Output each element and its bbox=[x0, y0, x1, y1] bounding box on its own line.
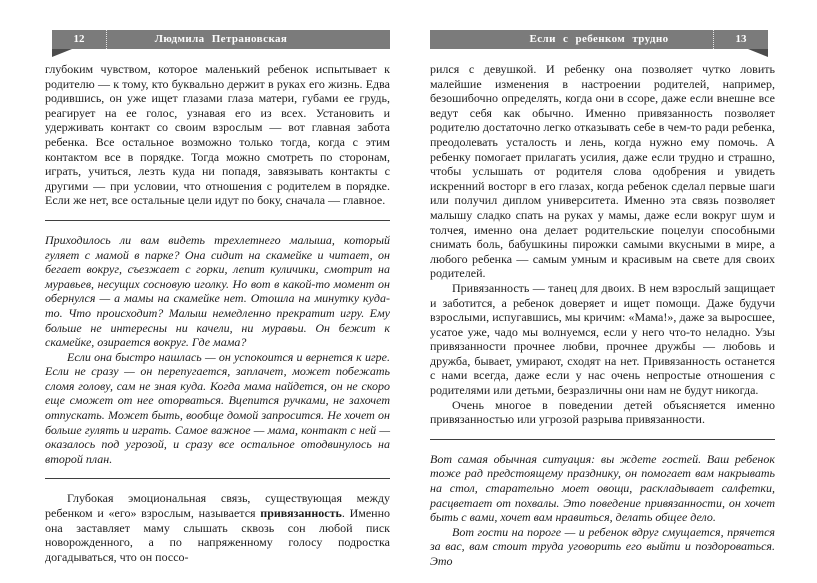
separator-rule bbox=[45, 220, 390, 221]
running-head-bar-left bbox=[52, 30, 390, 49]
separator-rule bbox=[430, 439, 775, 440]
paragraph-text: . Именно она заставляет маму слышать сквозь сон любой писк новорожденного, а по напряженному голосу подростка догадываться, что он поссо- bbox=[45, 506, 390, 564]
paragraph-italic: Вот самая обычная ситуация: вы ждете гостей. Ваш ребенок тоже рад предстоящему празднику, он помогает вам накрывать на стол, старательно моет овощи, раскладывает салфетки, расцветает от похвалы. Это поведение привязанности, он хочет быть с вами, хочет вам нравиться, делать общее дело. bbox=[430, 451, 775, 525]
paragraph: глубоким чувством, которое маленький ребенок испытывает к родителю — к тому, кто буквально держит в руках его жизнь. Едва родившись, он уже ищет глазами глаза матери, губами ее грудь, реагирует на ее голос, узнавая его из всех. Установить и удерживать контакт со своим взрослым — вот главная забота ребенка. Все остальное возможно только тогда, когда с этим контактом все в порядке. Тогда можно смотреть по сторонам, играть, учиться, лезть куда ни попадя, завязывать контакты с другими — при условии, что отношения с родителем в порядке. Если же нет, все остальные цели идут по боку, сначала — главное. bbox=[45, 62, 390, 208]
page-number-right: 13 bbox=[713, 30, 768, 49]
page-left bbox=[45, 30, 390, 564]
page-body-left bbox=[45, 62, 390, 564]
bold-term: привязанность bbox=[260, 506, 342, 521]
page-right bbox=[430, 30, 775, 569]
paragraph: Привязанность — танец для двоих. В нем взрослый защищает и заботится, а ребенок доверяет и ищет помощи. Даже будучи взрослыми, испугавшись, мы кричим: «Мама!», даже за выросшее, усатое уже, чадо мы волнуемся, если у него что-то неладно. Узы привязанности прочнее любви, прочнее дружбы — любовь и дружба, бывает, умирают, сходят на нет. Привязанность останется с нами всегда, даже если у нас очень непростые отношения с родителями или детьми, безразличны они нам не будут никогда. bbox=[430, 280, 775, 398]
separator-rule bbox=[45, 478, 390, 479]
paragraph: Очень многое в поведении детей объясняется именно привязанностью или угрозой разрыва привязанности. bbox=[430, 397, 775, 427]
paragraph-italic: Если она быстро нашлась — он успокоится и вернется к игре. Если не сразу — он перепугается, заплачет, может побежать сломя голову, сам не зная куда. Когда мама найдется, он не скоро еще сможет от нее оторваться. Вцепится ручками, не захочет отпускать. Может быть, вообще домой запросится. Не хочет он больше гулять и играть. Самое важное — мама, контакт с ней — оказалось под угрозой, и сразу все остальное отодвинулось на второй план. bbox=[45, 349, 390, 466]
paragraph-text: Глубокая эмоциональная связь, существующая между ребенком и «его» взрослым, называется bbox=[45, 491, 390, 521]
running-head-title-right: Если с ребенком трудно bbox=[529, 33, 669, 45]
ribbon-fold-left bbox=[52, 49, 72, 57]
ribbon-fold-right bbox=[748, 49, 768, 57]
running-head-bar-right bbox=[430, 30, 768, 49]
paragraph: рился с девушкой. И ребенку она позволяет чутко ловить малейшие изменения в настроении родителей, например, безошибочно определять, когда они в ссоре, даже если внешне все ведут себя как обычно. Именно привязанность позволяет родителю достаточно легко отказывать себе в чем-то ради ребенка, преодолевать усталость и лень, когда нужно ему помочь. А ребенку помогает прилагать усилия, даже если трудно и страшно, чтобы услышать от родителя слова одобрения и увидеть искренний восторг в его глазах, когда ребенок сделал первые шаги или получил диплом университета. Именно эта связь позволяет малышу сладко спать на руках у мамы, даже если вокруг шум и толчея, именно она делает родительские поцелуи способными снимать боль, бабушкины пирожки самыми вкусными в мире, а любого ребенка — самым умным и красивым на свете для своих родителей. bbox=[430, 62, 775, 281]
paragraph-italic: Приходилось ли вам видеть трехлетнего малыша, который гуляет с мамой в парке? Она сидит на скамейке и читает, он бегает вокруг, съезжает с горки, лепит куличики, смотрит на муравьев, несущих сосновую иголку. Но вот в какой-то момент он обернулся — а мамы на скамейке нет. Отошла на минутку куда-то. Что происходит? Малыш немедленно прекратит игру. Ему больше не интересны ни качели, ни муравьи. Он бежит к скамейке, озирается вокруг. Где мама? bbox=[45, 232, 390, 350]
page-body-right bbox=[430, 62, 775, 569]
running-head-title-left: Людмила Петрановская bbox=[154, 33, 288, 45]
paragraph-italic: Вот гости на пороге — и ребенок вдруг смущается, прячется за вас, вам стоит труда уговорить его выйти и поздороваться. Это bbox=[430, 524, 775, 568]
page-number-left: 12 bbox=[52, 30, 107, 49]
paragraph bbox=[45, 491, 390, 564]
